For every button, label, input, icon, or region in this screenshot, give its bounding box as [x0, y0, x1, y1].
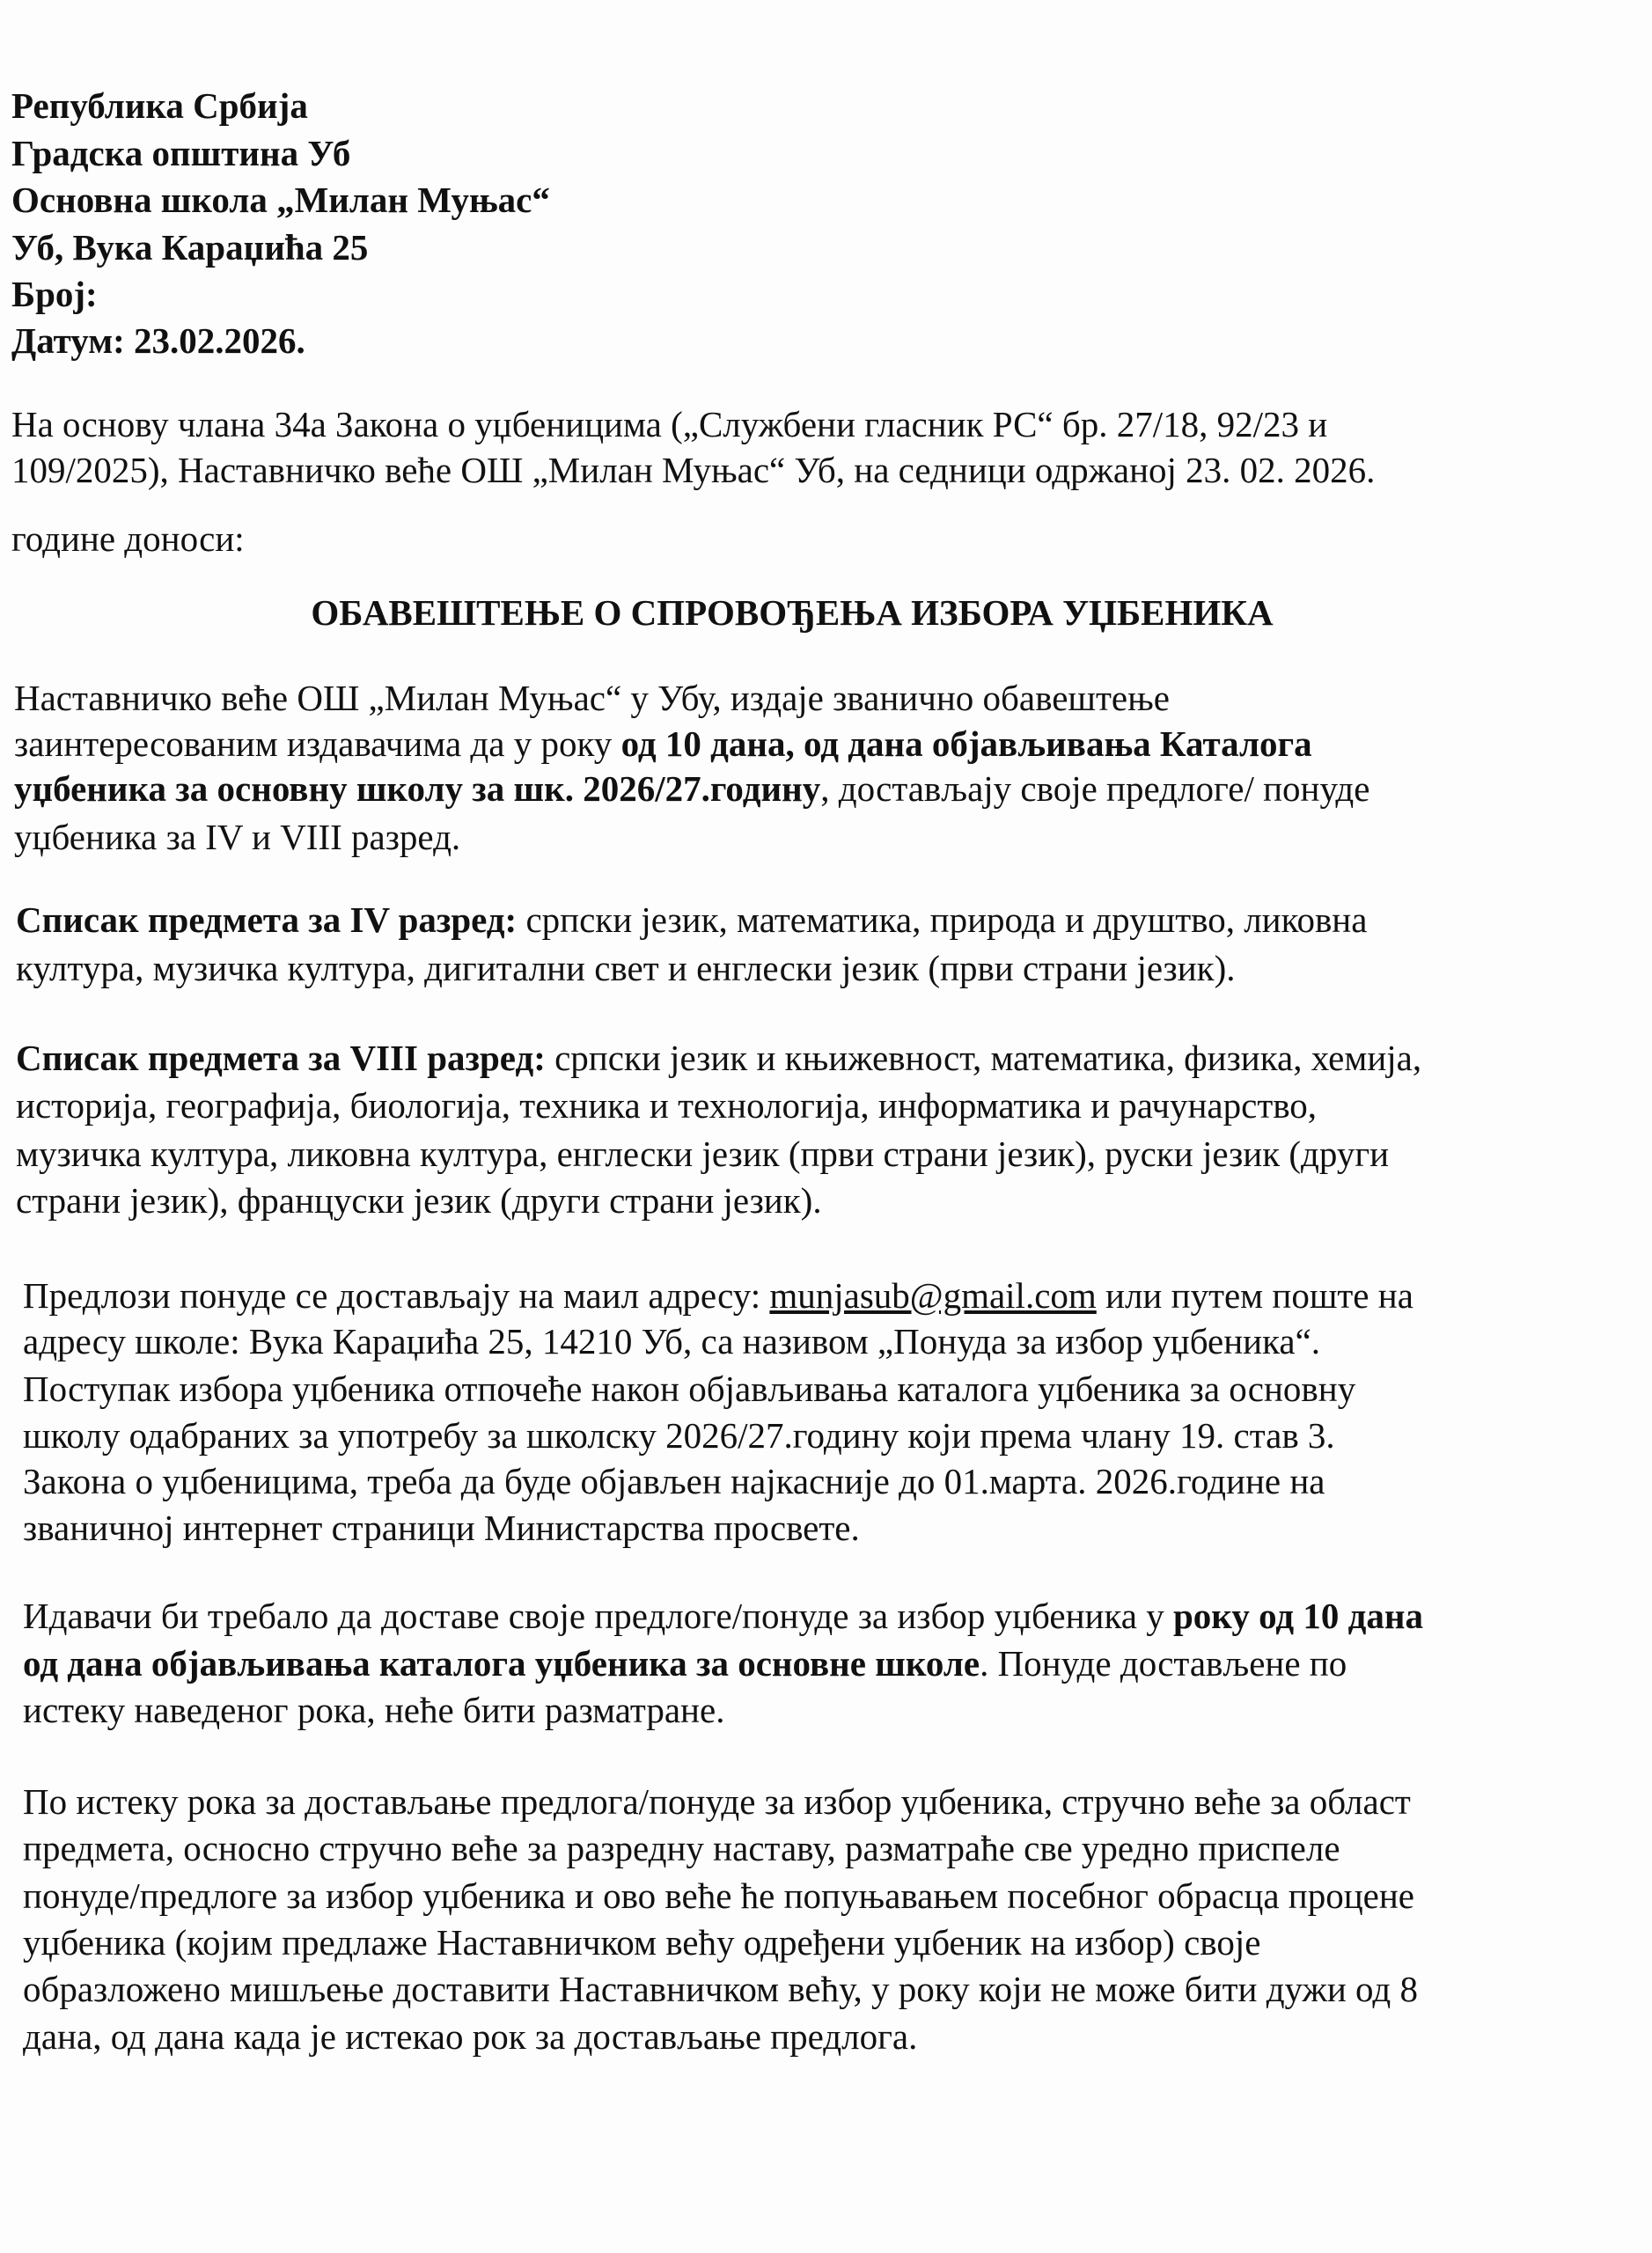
text-line: [14, 680, 1170, 716]
text-line: [11, 518, 245, 559]
text-line: [23, 1598, 1423, 1634]
text-segment: По истеку рока за достављање предлога/понуде за избор уџбеника, стручно веће за област: [23, 1781, 1411, 1822]
text-segment: На основу члана 34а Закона о уџбеницима („Службени гласник РС“ бр. 27/18, 92/23 и: [11, 404, 1328, 444]
letterhead-line: Уб, Вука Караџића 25: [11, 227, 369, 268]
letterhead-line: Република Србија: [11, 85, 308, 126]
text-segment: истеку наведеног рока, неће бити разматране.: [23, 1690, 725, 1730]
text-segment: историја, географија, биологија, техника и технологија, информатика и рачунарство,: [16, 1085, 1318, 1126]
bold-text: Списак предмета за IV разред:: [16, 899, 518, 940]
text-line: [16, 899, 1368, 940]
text-line: [23, 1692, 724, 1728]
text-line: [16, 1136, 1389, 1172]
bold-text: од 10 дана, од дана објављивања Каталога: [620, 723, 1312, 764]
bold-text: уџбеника за основну школу за шк. 2026/27.годину: [14, 768, 821, 809]
text-segment: култура, музичка култура, дигитални свет и енглески језик (први страни језик).: [16, 948, 1236, 988]
letterhead-line: Основна школа „Милан Муњас“: [11, 180, 550, 220]
bold-text: од дана објављивања каталога уџбеника за основне школе: [23, 1643, 980, 1684]
bold-text: року од 10 дана: [1172, 1596, 1423, 1636]
text-line: [0, 592, 1584, 633]
text-segment: Идавачи би требало да доставе своје предлоге/понуде за избор уџбеника у: [23, 1596, 1173, 1636]
text-segment: школу одабраних за употребу за школску 2026/27.годину који према члану 19. став 3.: [23, 1415, 1335, 1456]
text-segment: , достављају своје предлоге/ понуде: [820, 768, 1370, 809]
bold-text: ОБАВЕШТЕЊЕ О СПРОВОЂЕЊА ИЗБОРА УЏБЕНИКА: [311, 592, 1274, 633]
text-segment: српски језик и књижевност, математика, физика, хемија,: [545, 1038, 1422, 1078]
text-segment: адресу школе: Вука Караџића 25, 14210 Уб, са називом „Понуда за избор уџбеника“.: [23, 1321, 1321, 1361]
text-segment: музичка култура, ликовна култура, енглески језик (први страни језик), руски језик (други: [16, 1134, 1390, 1174]
text-line: [11, 452, 1375, 488]
text-segment: . Понуде достављене по: [980, 1643, 1347, 1684]
text-line: [16, 950, 1236, 987]
bold-text: Списак предмета за VIII разред:: [16, 1038, 546, 1078]
text-segment: Поступак избора уџбеника отпочеће након објављивања каталога уџбеника за основну: [23, 1369, 1356, 1409]
text-line: [23, 1415, 1335, 1456]
text-line: [23, 1275, 1413, 1316]
text-line: [23, 2016, 918, 2057]
text-line: [23, 1371, 1355, 1407]
text-line: [14, 768, 1370, 809]
text-segment: уџбеника за IV и VIII разред.: [14, 817, 461, 857]
text-line: [23, 1643, 1347, 1684]
text-line: [14, 723, 1312, 764]
text-segment: српски језик, математика, природа и друштво, ликовна: [517, 899, 1368, 940]
text-segment: образложено мишљење доставити Наставничком већу, у року који не може бити дужи од 8: [23, 1969, 1418, 2009]
text-segment: званичној интернет страници Министарства просвете.: [23, 1508, 860, 1548]
text-line: [16, 1085, 1318, 1126]
text-segment: предмета, осносно стручно веће за разредну наставу, разматраће све уредно приспеле: [23, 1828, 1340, 1868]
text-line: [23, 1461, 1325, 1501]
text-segment: Наставничко веће ОШ „Милан Муњас“ у Убу, издаје званично обавештење: [14, 678, 1170, 718]
text-line: [23, 1321, 1321, 1361]
text-segment: страни језик), француски језик (други страни језик).: [16, 1180, 822, 1221]
text-segment: Предлози понуде се достављају на маил адресу:: [23, 1275, 770, 1316]
text-line: [23, 1828, 1340, 1868]
text-segment: уџбеника (којим предлаже Наставничком већу одређени уџбеник на избор) своје: [23, 1922, 1261, 1963]
text-segment: заинтересованим издавачима да у року: [14, 723, 621, 764]
letterhead-line: Број:: [11, 274, 98, 314]
text-line: [16, 1180, 822, 1221]
letterhead-line: Датум: 23.02.2026.: [11, 320, 305, 361]
text-segment: Закона о уџбеницима, треба да буде објављен најкасније до 01.марта. 2026.године на: [23, 1461, 1325, 1501]
text-line: [14, 819, 460, 855]
text-line: [23, 1510, 860, 1546]
text-line: [16, 1040, 1421, 1076]
text-line: [23, 1781, 1411, 1822]
text-line: [23, 1922, 1261, 1963]
text-line: [23, 1875, 1414, 1916]
text-segment: понуде/предлоге за избор уџбеника и ово веће ће попуњавањем посебног обрасца процене: [23, 1875, 1414, 1916]
text-segment: године доноси:: [11, 518, 245, 559]
letterhead-line: Градска општина Уб: [11, 133, 351, 173]
text-line: [11, 404, 1328, 444]
text-segment: или путем поште на: [1096, 1275, 1413, 1316]
text-segment: 109/2025), Наставничко веће ОШ „Милан Муњас“ Уб, на седници одржаној 23. 02. 2026.: [11, 450, 1376, 490]
email-link[interactable]: munjasub@gmail.com: [769, 1275, 1097, 1316]
text-segment: дана, од дана када је истекао рок за достављање предлога.: [23, 2016, 918, 2057]
text-line: [23, 1971, 1418, 2007]
